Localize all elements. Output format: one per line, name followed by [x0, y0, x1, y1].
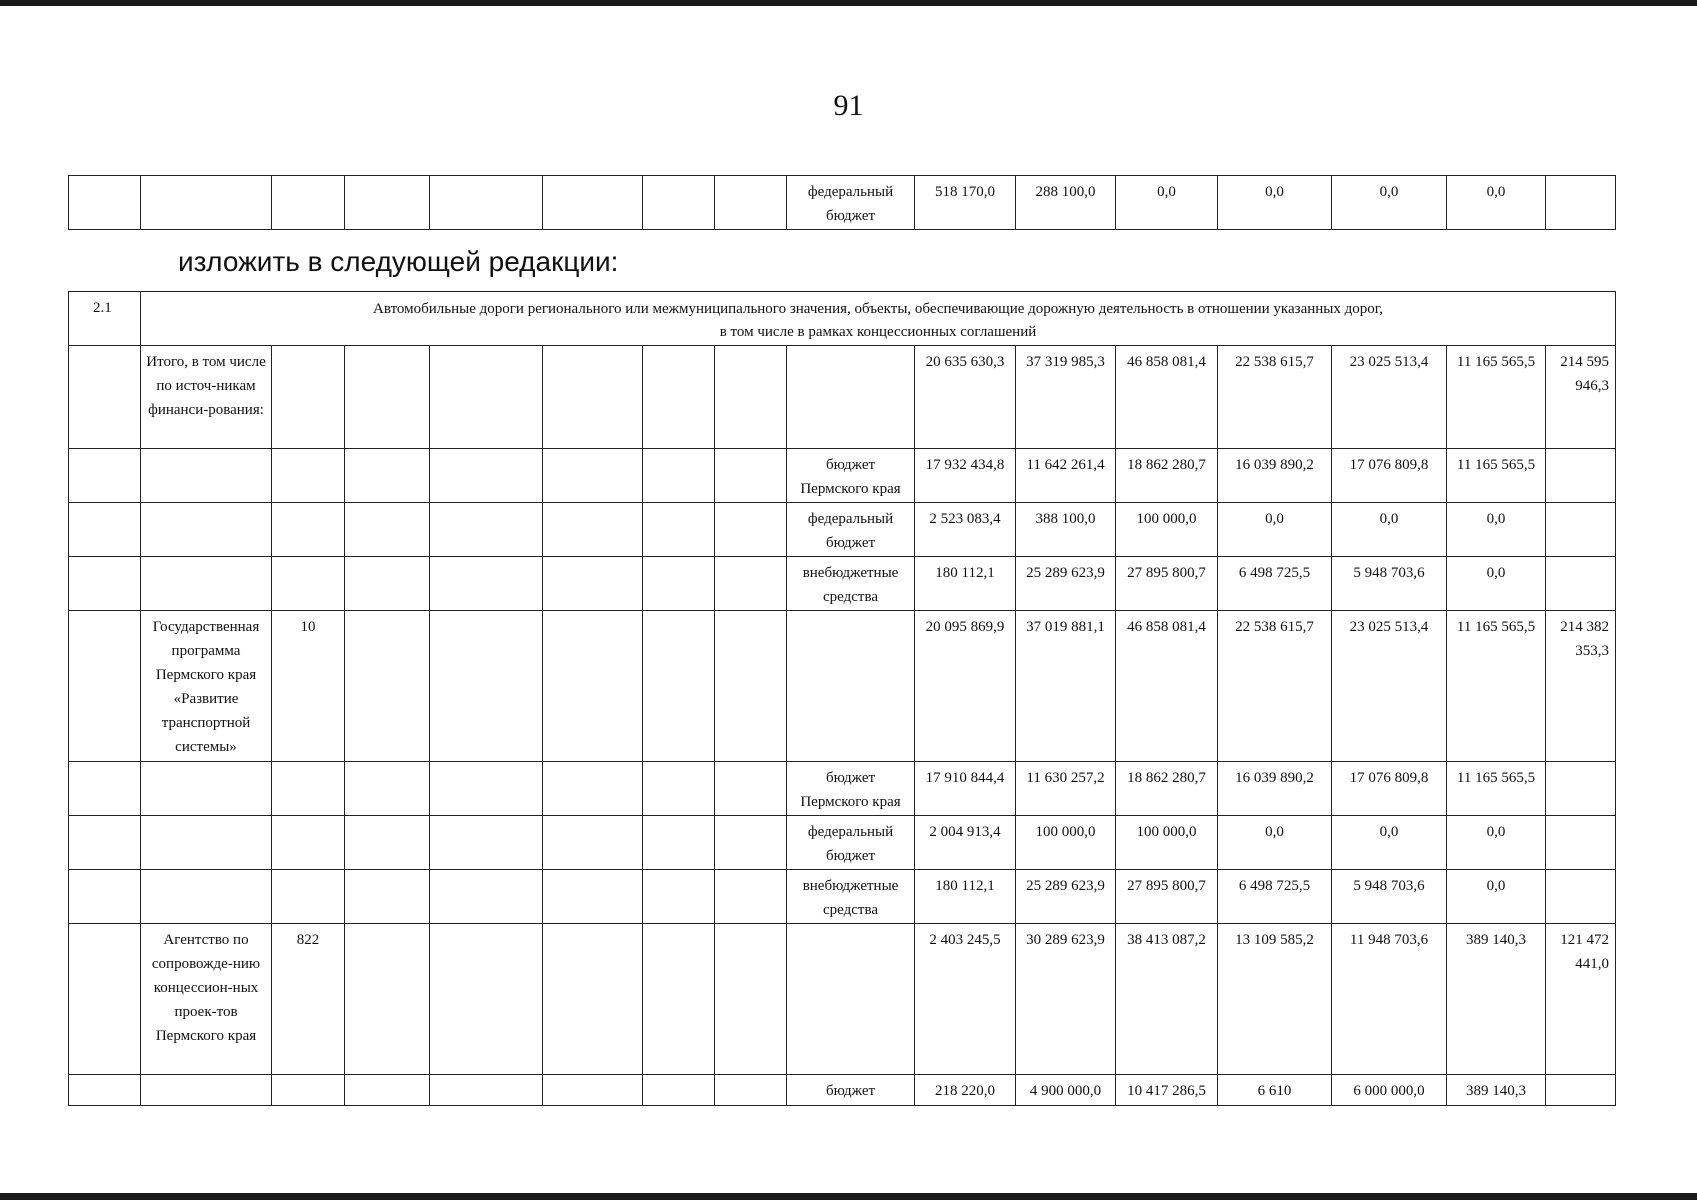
table-row: [69, 924, 1616, 1075]
value-cell: [1546, 176, 1616, 230]
value-cell: [1546, 870, 1616, 924]
value-cell: 10 417 286,5: [1116, 1075, 1218, 1106]
table-row: [69, 611, 1616, 762]
cell: [430, 816, 543, 870]
cell: [715, 346, 787, 449]
cell: [345, 557, 430, 611]
value-cell: 16 039 890,2: [1218, 449, 1332, 503]
cell: [543, 1075, 643, 1106]
value-cell: 37 019 881,1: [1016, 611, 1116, 762]
funding-source-cell: [787, 924, 915, 1075]
item-name-cell: Агентство по сопровожде-нию концессион-ных проек-тов Пермского края: [141, 924, 272, 1075]
value-cell: 6 498 725,5: [1218, 870, 1332, 924]
table-row: [69, 1075, 1616, 1106]
cell: [141, 176, 272, 230]
value-cell: 11 630 257,2: [1016, 762, 1116, 816]
value-cell: 23 025 513,4: [1332, 611, 1447, 762]
cell: [643, 1075, 715, 1106]
value-cell: 27 895 800,7: [1116, 557, 1218, 611]
code-cell: [272, 1075, 345, 1106]
value-cell: 518 170,0: [915, 176, 1016, 230]
value-cell: 13 109 585,2: [1218, 924, 1332, 1075]
cell: [430, 176, 543, 230]
cell: [643, 816, 715, 870]
section-header-row: [69, 292, 1616, 346]
item-name-cell: [141, 449, 272, 503]
value-cell: 11 642 261,4: [1016, 449, 1116, 503]
value-cell: 5 948 703,6: [1332, 870, 1447, 924]
value-cell: [1546, 449, 1616, 503]
value-cell: 30 289 623,9: [1016, 924, 1116, 1075]
value-cell: 20 095 869,9: [915, 611, 1016, 762]
cell: [643, 870, 715, 924]
cell: [715, 611, 787, 762]
value-cell: 2 004 913,4: [915, 816, 1016, 870]
cell: [345, 816, 430, 870]
cell: [430, 346, 543, 449]
value-cell: 0,0: [1218, 503, 1332, 557]
funding-source-cell: [787, 611, 915, 762]
cell: [430, 924, 543, 1075]
scan-edge-bottom: [0, 1193, 1697, 1200]
value-cell: 288 100,0: [1016, 176, 1116, 230]
previous-table-fragment: [68, 175, 1616, 230]
cell: [715, 870, 787, 924]
cell: [430, 762, 543, 816]
cell: [543, 816, 643, 870]
section-heading: изложить в следующей редакции:: [178, 246, 619, 277]
table-row: [69, 762, 1616, 816]
item-name-cell: [141, 762, 272, 816]
cell: [69, 449, 141, 503]
item-name-cell: [141, 870, 272, 924]
cell: [643, 557, 715, 611]
table-row: [69, 557, 1616, 611]
value-cell: [1546, 1075, 1616, 1106]
cell: [69, 176, 141, 230]
value-cell: 11 948 703,6: [1332, 924, 1447, 1075]
value-cell: 4 900 000,0: [1016, 1075, 1116, 1106]
funding-source-cell: федеральный бюджет: [787, 816, 915, 870]
funding-source-cell: внебюджетные средства: [787, 557, 915, 611]
cell: [430, 1075, 543, 1106]
page-number: 91: [833, 89, 864, 122]
value-cell: 18 862 280,7: [1116, 762, 1218, 816]
value-cell: 17 076 809,8: [1332, 449, 1447, 503]
table-row: [69, 870, 1616, 924]
cell: [715, 762, 787, 816]
value-cell: 22 538 615,7: [1218, 611, 1332, 762]
funding-source-cell: федеральный бюджет: [787, 176, 915, 230]
code-cell: [272, 870, 345, 924]
code-cell: [272, 557, 345, 611]
code-cell: [272, 816, 345, 870]
table-row: [69, 346, 1616, 449]
value-cell: 17 910 844,4: [915, 762, 1016, 816]
value-cell: 0,0: [1447, 176, 1546, 230]
funding-source-cell: федеральный бюджет: [787, 503, 915, 557]
value-cell: 11 165 565,5: [1447, 449, 1546, 503]
value-cell: 100 000,0: [1016, 816, 1116, 870]
table-row: [69, 816, 1616, 870]
value-cell: 11 165 565,5: [1447, 346, 1546, 449]
value-cell: [1546, 557, 1616, 611]
value-cell: 0,0: [1218, 816, 1332, 870]
value-cell: 18 862 280,7: [1116, 449, 1218, 503]
cell: [345, 870, 430, 924]
cell: [643, 176, 715, 230]
value-cell: 180 112,1: [915, 870, 1016, 924]
value-cell: 0,0: [1332, 176, 1447, 230]
value-cell: 389 140,3: [1447, 1075, 1546, 1106]
value-cell: 0,0: [1116, 176, 1218, 230]
cell: [69, 503, 141, 557]
section-title-line: Автомобильные дороги регионального или межмуниципального значения, объекты, обеспечивающие дорожную деятельность в отношении указанных дорог,: [373, 301, 1383, 317]
cell: [69, 346, 141, 449]
cell: [715, 1075, 787, 1106]
value-cell: 0,0: [1447, 870, 1546, 924]
code-cell: [272, 503, 345, 557]
value-cell: 25 289 623,9: [1016, 870, 1116, 924]
value-cell: 6 498 725,5: [1218, 557, 1332, 611]
funding-source-cell: внебюджетные средства: [787, 870, 915, 924]
value-cell: 16 039 890,2: [1218, 762, 1332, 816]
cell: [715, 503, 787, 557]
value-cell: 20 635 630,3: [915, 346, 1016, 449]
value-cell: 218 220,0: [915, 1075, 1016, 1106]
cell: [69, 870, 141, 924]
cell: [543, 176, 643, 230]
section-title-line: в том числе в рамках концессионных соглашений: [719, 324, 1037, 340]
cell: [643, 503, 715, 557]
value-cell: 2 523 083,4: [915, 503, 1016, 557]
value-cell: 2 403 245,5: [915, 924, 1016, 1075]
table-row: [69, 176, 1616, 230]
value-cell: 6 610: [1218, 1075, 1332, 1106]
funding-source-cell: бюджет Пермского края: [787, 449, 915, 503]
cell: [643, 762, 715, 816]
cell: [715, 924, 787, 1075]
value-cell: 11 165 565,5: [1447, 611, 1546, 762]
code-cell: 822: [272, 924, 345, 1075]
cell: [345, 924, 430, 1075]
cell: [345, 762, 430, 816]
value-cell: 0,0: [1218, 176, 1332, 230]
cell: [430, 870, 543, 924]
value-cell: [1546, 762, 1616, 816]
value-cell: 0,0: [1447, 816, 1546, 870]
cell: [643, 449, 715, 503]
value-cell: 23 025 513,4: [1332, 346, 1447, 449]
cell: [543, 449, 643, 503]
item-name-cell: [141, 557, 272, 611]
value-cell: 389 140,3: [1447, 924, 1546, 1075]
value-cell: 27 895 800,7: [1116, 870, 1218, 924]
cell: [69, 924, 141, 1075]
code-cell: 10: [272, 611, 345, 762]
value-cell: 180 112,1: [915, 557, 1016, 611]
cell: [543, 924, 643, 1075]
funding-source-cell: [787, 346, 915, 449]
cell: [69, 762, 141, 816]
table-row: [69, 449, 1616, 503]
cell: [543, 503, 643, 557]
cell: [543, 346, 643, 449]
cell: [543, 611, 643, 762]
value-cell: 121 472 441,0: [1546, 924, 1616, 1075]
value-cell: 0,0: [1332, 503, 1447, 557]
cell: [543, 870, 643, 924]
value-cell: [1546, 503, 1616, 557]
cell: [69, 816, 141, 870]
cell: [430, 611, 543, 762]
value-cell: 6 000 000,0: [1332, 1075, 1447, 1106]
item-name-cell: [141, 503, 272, 557]
cell: [345, 503, 430, 557]
value-cell: 0,0: [1447, 557, 1546, 611]
value-cell: 0,0: [1447, 503, 1546, 557]
value-cell: 22 538 615,7: [1218, 346, 1332, 449]
item-name-cell: [141, 816, 272, 870]
funding-source-cell: бюджет Пермского края: [787, 762, 915, 816]
scan-edge-top: [0, 0, 1697, 6]
value-cell: 37 319 985,3: [1016, 346, 1116, 449]
cell: [715, 816, 787, 870]
cell: [69, 611, 141, 762]
cell: [272, 176, 345, 230]
value-cell: 17 932 434,8: [915, 449, 1016, 503]
cell: [715, 557, 787, 611]
value-cell: [1546, 816, 1616, 870]
section-title: [141, 292, 1616, 346]
value-cell: 5 948 703,6: [1332, 557, 1447, 611]
cell: [643, 346, 715, 449]
cell: [69, 1075, 141, 1106]
cell: [715, 176, 787, 230]
value-cell: 100 000,0: [1116, 503, 1218, 557]
cell: [345, 611, 430, 762]
cell: [643, 924, 715, 1075]
cell: [345, 449, 430, 503]
cell: [643, 611, 715, 762]
item-name-cell: Итого, в том числе по источ-никам финанси-рования:: [141, 346, 272, 449]
value-cell: 0,0: [1332, 816, 1447, 870]
cell: [430, 557, 543, 611]
value-cell: 214 595 946,3: [1546, 346, 1616, 449]
cell: [430, 449, 543, 503]
code-cell: [272, 346, 345, 449]
cell: [345, 176, 430, 230]
value-cell: 11 165 565,5: [1447, 762, 1546, 816]
funding-source-cell: бюджет: [787, 1075, 915, 1106]
value-cell: 46 858 081,4: [1116, 346, 1218, 449]
cell: [430, 503, 543, 557]
cell: [69, 557, 141, 611]
financing-table: [68, 291, 1616, 1106]
value-cell: 100 000,0: [1116, 816, 1218, 870]
cell: [715, 449, 787, 503]
item-name-cell: Государственная программа Пермского края «Развитие транспортной системы»: [141, 611, 272, 762]
section-number: 2.1: [69, 292, 141, 346]
cell: [543, 762, 643, 816]
code-cell: [272, 762, 345, 816]
value-cell: 46 858 081,4: [1116, 611, 1218, 762]
value-cell: 214 382 353,3: [1546, 611, 1616, 762]
code-cell: [272, 449, 345, 503]
value-cell: 38 413 087,2: [1116, 924, 1218, 1075]
value-cell: 388 100,0: [1016, 503, 1116, 557]
cell: [345, 346, 430, 449]
value-cell: 25 289 623,9: [1016, 557, 1116, 611]
table-row: [69, 503, 1616, 557]
cell: [345, 1075, 430, 1106]
value-cell: 17 076 809,8: [1332, 762, 1447, 816]
item-name-cell: [141, 1075, 272, 1106]
cell: [543, 557, 643, 611]
